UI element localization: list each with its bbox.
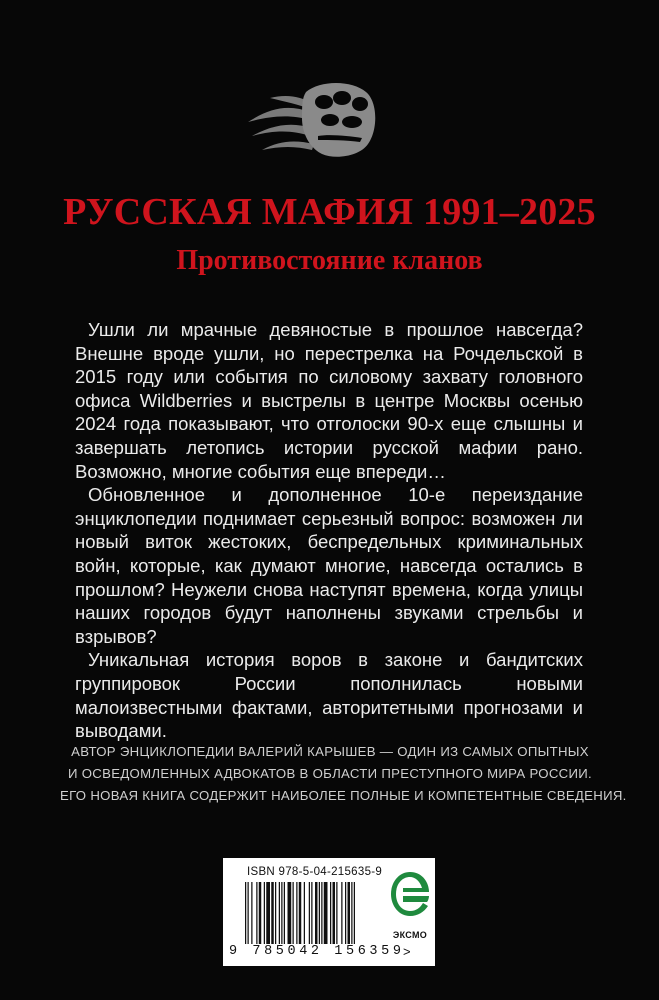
- barcode-bar: [319, 882, 320, 944]
- barcode-bar: [271, 882, 274, 944]
- barcode-bar: [341, 882, 342, 944]
- barcode-bar: [324, 882, 328, 944]
- barcode-bars: [245, 882, 399, 944]
- author-note-line: ЕГО НОВАЯ КНИГА СОДЕРЖИТ НАИБОЛЕЕ ПОЛНЫЕ И КОМПЕТЕНТНЫЕ СВЕДЕНИЯ.: [60, 788, 627, 803]
- barcode-bar: [315, 882, 318, 944]
- author-note-line: АВТОР ЭНЦИКЛОПЕДИИ ВАЛЕРИЙ КАРЫШЕВ — ОДИН ИЗ САМЫХ ОПЫТНЫХ: [71, 744, 589, 759]
- annotation-paragraph: Уникальная история воров в законе и бандитских группировок России пополнилась новыми малоизвестными фактами, авторитетными прогнозами и выводами.: [75, 649, 583, 742]
- barcode-bar: [251, 882, 252, 944]
- barcode-bar: [336, 882, 337, 944]
- flaming-fist-icon: [240, 78, 380, 162]
- isbn-number: ISBN 978-5-04-215635-9: [247, 866, 383, 878]
- barcode-bar: [333, 882, 336, 944]
- barcode-bar: [245, 882, 246, 944]
- barcode-bar: [311, 882, 312, 944]
- barcode-bar: [321, 882, 322, 944]
- barcode-bar: [248, 882, 249, 944]
- author-note: [60, 741, 627, 807]
- publisher-name: ЭКСМО: [392, 930, 428, 940]
- barcode-bar: [351, 882, 352, 944]
- barcode-bar: [288, 882, 292, 944]
- barcode-bar: [354, 882, 355, 944]
- barcode-bar: [256, 882, 257, 944]
- barcode-bar: [296, 882, 297, 944]
- annotation-text: [75, 318, 583, 743]
- ean-digits: 9 785042 156359: [229, 944, 405, 959]
- barcode-bar: [345, 882, 346, 944]
- barcode-bar: [266, 882, 270, 944]
- barcode-bar: [281, 882, 282, 944]
- barcode-bar: [259, 882, 262, 944]
- barcode-bar: [284, 882, 285, 944]
- book-subtitle: Противостояние кланов: [176, 245, 483, 276]
- book-title: РУССКАЯ МАФИЯ 1991–2025: [63, 191, 596, 233]
- barcode-bar: [264, 882, 265, 944]
- annotation-paragraph: Ушли ли мрачные девяностые в прошлое навсегда? Внешне вроде ушли, но перестрелка на Рочдельской в 2015 году или события по силовому захвату головного офиса Wildberries и выстрелы в центре Москвы осенью 2024 года показывают, что отголоски 90-х еще слышны и завершать летопись истории русской мафии рано. Возможно, многие события еще впереди…: [75, 319, 583, 482]
- barcode-bar: [330, 882, 331, 944]
- barcode-bar: [275, 882, 276, 944]
- barcode-bar: [293, 882, 294, 944]
- author-note-line: И ОСВЕДОМЛЕННЫХ АДВОКАТОВ В ОБЛАСТИ ПРЕСТУПНОГО МИРА РОССИИ.: [68, 766, 592, 781]
- barcode-end-marker: >: [403, 944, 411, 959]
- barcode-bar: [279, 882, 280, 944]
- barcode-bar: [348, 882, 351, 944]
- barcode-bar: [299, 882, 302, 944]
- annotation-paragraph: Обновленное и дополненное 10-е переиздание энциклопедии поднимает серьезный вопрос: возможен ли новый виток жестоких, беспредельных криминальных войн, которые, как думают многие, навсегда остались в прошлом? Неужели снова наступят времена, когда улицы наших городов будут наполнены звуками стрельбы и взрывов?: [75, 484, 583, 647]
- barcode-bar: [309, 882, 310, 944]
- eksmo-logo-icon: [389, 868, 431, 930]
- barcode-bar: [304, 882, 305, 944]
